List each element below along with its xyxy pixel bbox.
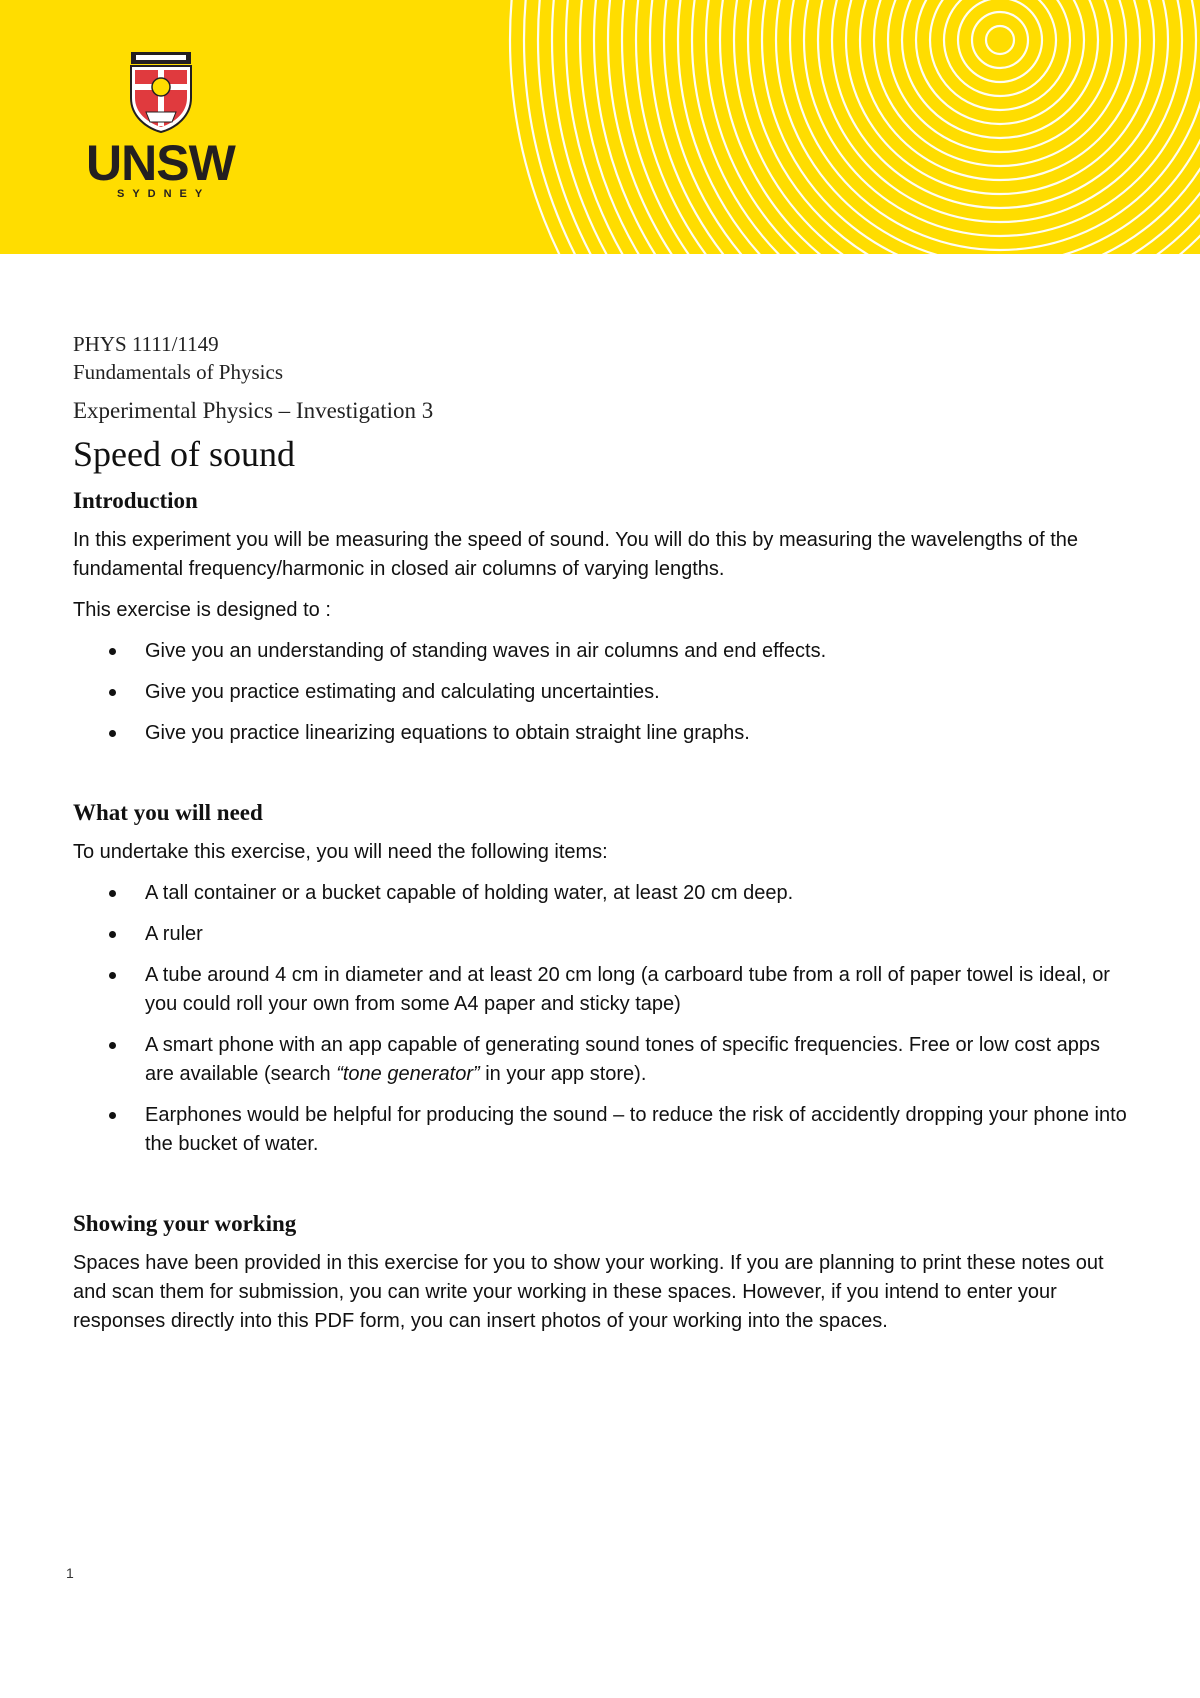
page-title: Speed of sound [73, 434, 295, 474]
bullet-icon [109, 730, 116, 737]
needs-list [73, 879, 1133, 1159]
bullet-icon [109, 890, 116, 897]
list-item-emphasis: “tone generator” [336, 1063, 480, 1085]
list-item [73, 637, 1133, 666]
list-item-text: Give you an understanding of standing waves in air columns and end effects. [145, 640, 827, 662]
objectives-list [73, 637, 1133, 748]
list-item-text: Give you practice estimating and calculating uncertainties. [145, 681, 660, 703]
page-number: 1 [66, 1565, 74, 1581]
bullet-icon [109, 689, 116, 696]
bullet-icon [109, 1112, 116, 1119]
bullet-icon [109, 931, 116, 938]
introduction-heading: Introduction [73, 488, 198, 513]
needs-heading: What you will need [73, 800, 263, 825]
list-item-text: Give you practice linearizing equations to obtain straight line graphs. [145, 722, 750, 744]
needs-lead: To undertake this exercise, you will need the following items: [73, 841, 608, 863]
course-name: Fundamentals of Physics [73, 360, 283, 384]
unsw-wordmark: UNSW [86, 135, 235, 191]
working-paragraph: Spaces have been provided in this exercise for you to show your working. If you are planning to print these notes out and scan them for submission, you can write your working in these spaces. However, if you intend to enter your responses directly into this PDF form, you can insert photos of your working into the spaces. [73, 1252, 1104, 1332]
unsw-logo [80, 50, 240, 200]
introduction-paragraph: In this experiment you will be measuring the speed of sound. You will do this by measuring the wavelengths of the fundamental frequency/harmonic in closed air columns of varying lengths. [73, 529, 1079, 580]
list-item-text: Earphones would be helpful for producing the sound – to reduce the risk of accidently dropping your phone into the bucket of water. [145, 1104, 1127, 1155]
bullet-icon [109, 648, 116, 655]
sydney-wordmark: SYDNEY [117, 188, 211, 200]
list-item [73, 1101, 1133, 1159]
course-code: PHYS 1111/1149 [73, 332, 219, 356]
list-item-text: A ruler [145, 923, 203, 945]
investigation-label: Experimental Physics – Investigation 3 [73, 398, 434, 423]
list-item-text: A tall container or a bucket capable of holding water, at least 20 cm deep. [145, 882, 794, 904]
list-item [73, 678, 1133, 707]
list-item [73, 879, 1133, 908]
list-item-text-after: in your app store). [479, 1063, 647, 1085]
introduction-lead: This exercise is designed to : [73, 599, 331, 621]
unsw-crest-icon [128, 50, 194, 134]
list-item [73, 961, 1133, 1019]
list-item-text-before: A smart phone with an app capable of generating sound tones of specific frequencies. Free or low cost apps are available (search [145, 1034, 1101, 1085]
list-item-text: A tube around 4 cm in diameter and at least 20 cm long (a carboard tube from a roll of paper towel is ideal, or you could roll your own from some A4 paper and sticky tape) [145, 964, 1110, 1015]
bullet-icon [109, 972, 116, 979]
working-heading: Showing your working [73, 1211, 297, 1236]
bullet-icon [109, 1042, 116, 1049]
document-body [73, 330, 1133, 1348]
list-item [73, 920, 1133, 949]
header-banner [0, 0, 1200, 254]
list-item [73, 719, 1133, 748]
list-item [73, 1031, 1133, 1089]
